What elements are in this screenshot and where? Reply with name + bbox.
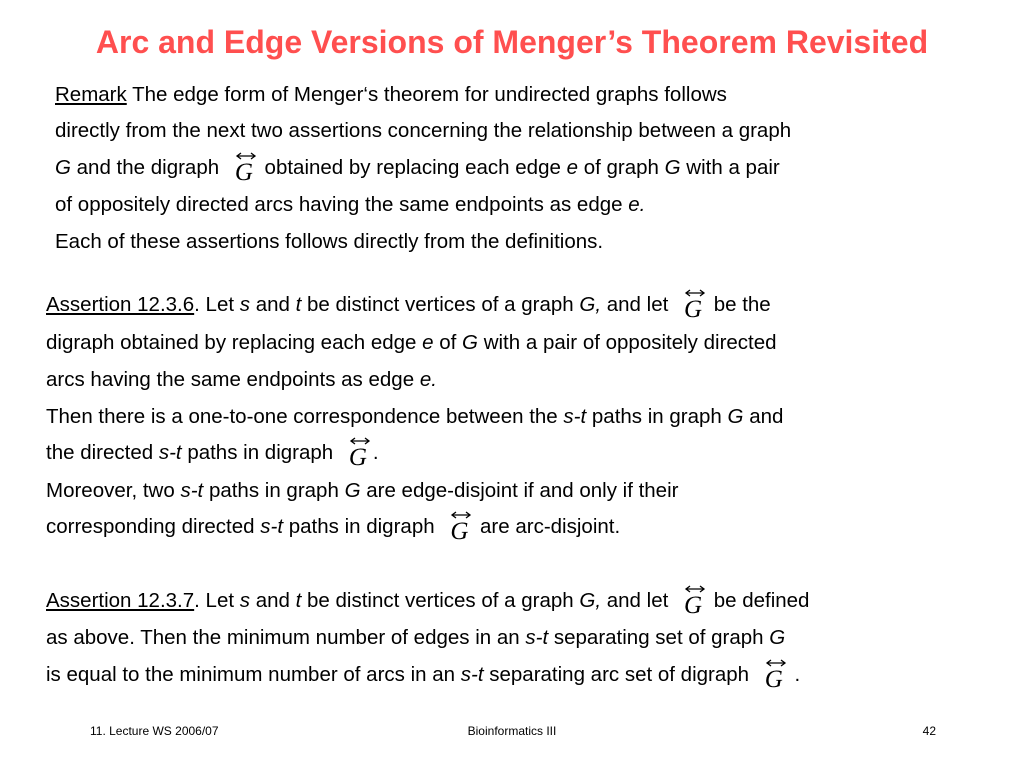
g-bidirected-symbol: G xyxy=(674,587,708,615)
g-bidirected-symbol: G xyxy=(339,439,373,467)
remark-line-2: directly from the next two assertions concerning the relationship between a graph xyxy=(55,119,792,142)
assertion-1-line-3: arcs having the same endpoints as edge e. xyxy=(46,368,437,391)
remark-line-5: Each of these assertions follows directly from the definitions. xyxy=(55,230,604,253)
g-bidirected-symbol: G xyxy=(440,513,474,541)
assertion-1-line-7: corresponding directed s-t paths in digraph G are arc-disjoint. xyxy=(46,513,620,541)
assertion-1-line-6: Moreover, two s-t paths in graph G are edge-disjoint if and only if their xyxy=(46,479,679,502)
assertion-1-line-1: Assertion 12.3.6. Let s and t be distinct vertices of a graph G, and let G be the xyxy=(46,291,771,319)
remark-label: Remark xyxy=(55,83,127,106)
assertion-2-line-2: as above. Then the minimum number of edges in an s-t separating set of graph G xyxy=(46,626,786,649)
assertion-1-line-4: Then there is a one-to-one correspondence between the s-t paths in graph G and xyxy=(46,405,784,428)
assertion-1-line-2: digraph obtained by replacing each edge e of G with a pair of oppositely directed xyxy=(46,331,777,354)
assertion-2-line-1: Assertion 12.3.7. Let s and t be distinct vertices of a graph G, and let G be defined xyxy=(46,587,809,615)
assertion-1-line-5: the directed s-t paths in digraph G . xyxy=(46,439,379,467)
g-bidirected-symbol: G xyxy=(674,291,708,319)
remark-line-4: of oppositely directed arcs having the same endpoints as edge e. xyxy=(55,193,646,216)
assertion-2-line-3: is equal to the minimum number of arcs in an s-t separating arc set of digraph G . xyxy=(46,661,800,689)
g-bidirected-symbol: G xyxy=(225,154,259,182)
footer-lecture: 11. Lecture WS 2006/07 xyxy=(90,724,219,738)
remark-line-1: Remark The edge form of Menger‘s theorem for undirected graphs follows xyxy=(55,83,727,106)
assertion-1-label: Assertion 12.3.6 xyxy=(46,293,195,316)
slide-title: Arc and Edge Versions of Menger’s Theorem Revisited xyxy=(95,24,929,60)
g-bidirected-symbol: G xyxy=(755,661,789,689)
assertion-2-label: Assertion 12.3.7 xyxy=(46,589,195,612)
remark-line-3: G and the digraph G obtained by replacing each edge e of graph G with a pair xyxy=(55,154,780,182)
footer-course: Bioinformatics III xyxy=(467,724,557,738)
page-number: 42 xyxy=(922,724,936,738)
